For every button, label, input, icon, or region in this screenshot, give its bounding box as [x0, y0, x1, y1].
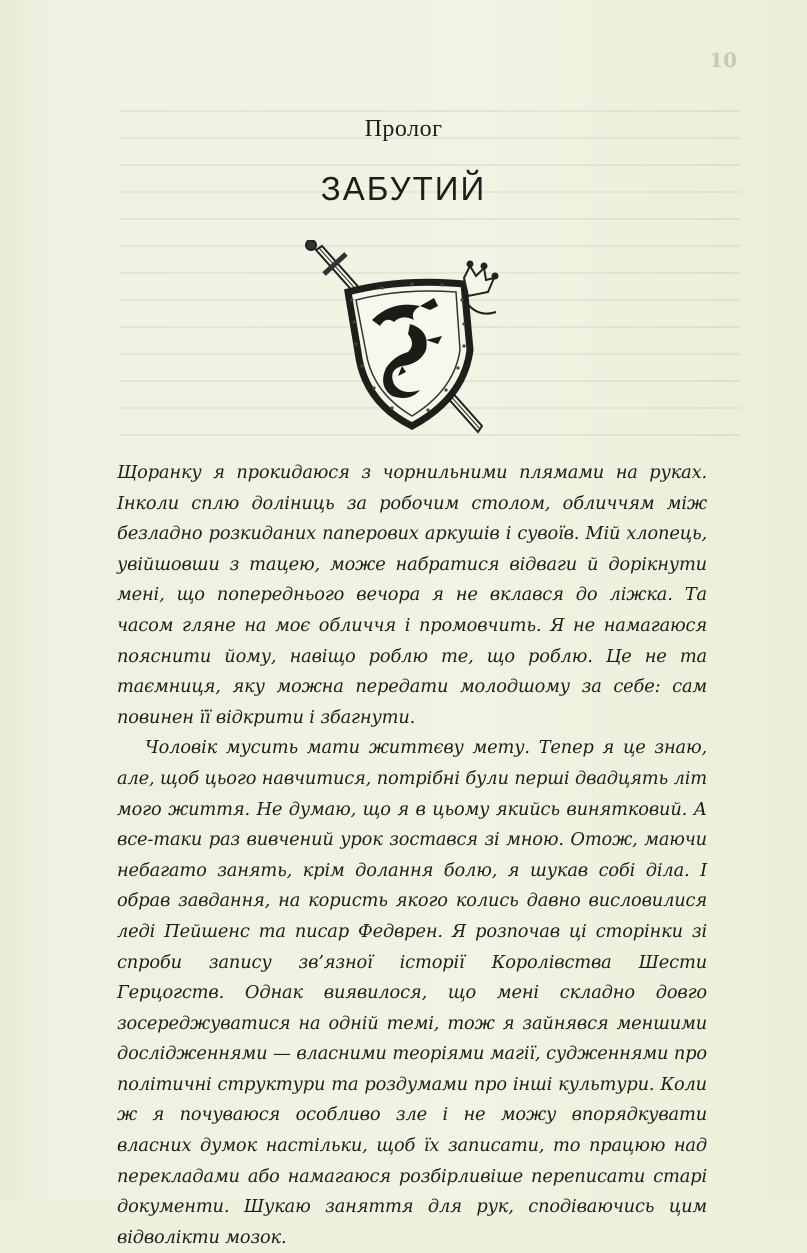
heraldic-shield-icon [302, 240, 504, 440]
paragraph: Щоранку я прокидаюся з чорнильними плямами на руках. Інколи сплю доліниць за робочим столом, обличчям між безладно розкиданих паперових аркушів і сувоїв. Мій хлопець, увійшовши з тацею, може набратися відваги й дорікнути мені, що попереднього вечора я не вклався до ліжка. Та часом гляне на моє обличчя і промовчить. Я не намагаюся пояснити йому, навіщо роблю те, що роблю. Це не та таємниця, яку можна передати молодшому за себе: сам повинен її відкрити і збагнути. [117, 462, 707, 728]
chapter-title: ЗАБУТИЙ [320, 170, 487, 207]
paragraph: Чоловік мусить мати життєву мету. Тепер я це знаю, але, щоб цього навчитися, потрібні були перші двадцять літ мого життя. Не думаю, що я в цьому якийсь винятковий. А все-таки раз вивчений урок зостався зі мною. Отож, маючи небагато занять, крім долання болю, я шукав собі діла. І обрав завдання, на користь якого колись давно висловилися леді Пейшенс та писар Федврен. Я розпочав ці сторінки зі спроби запису зв’язної історії Королівства Шести Герцогств. Однак виявилося, що мені складно довго зосереджуватися на одній темі, тож я зайнявся меншими дослідженнями — власними теоріями магії, судженнями про політичні структури та роздумами про інші культури. Коли ж я почуваюся особливо зле і не можу впорядкувати власних думок настільки, щоб їх записати, то працюю над перекладами або намагаюся розбірливіше переписати старі документи. Шукаю заняття для рук, сподіваючись цим відволікти мозок. [117, 737, 707, 1248]
page-number: 10 [709, 48, 737, 72]
crown-icon [464, 262, 498, 314]
body-text [117, 458, 707, 1253]
prolog-label: Пролог [364, 116, 443, 142]
